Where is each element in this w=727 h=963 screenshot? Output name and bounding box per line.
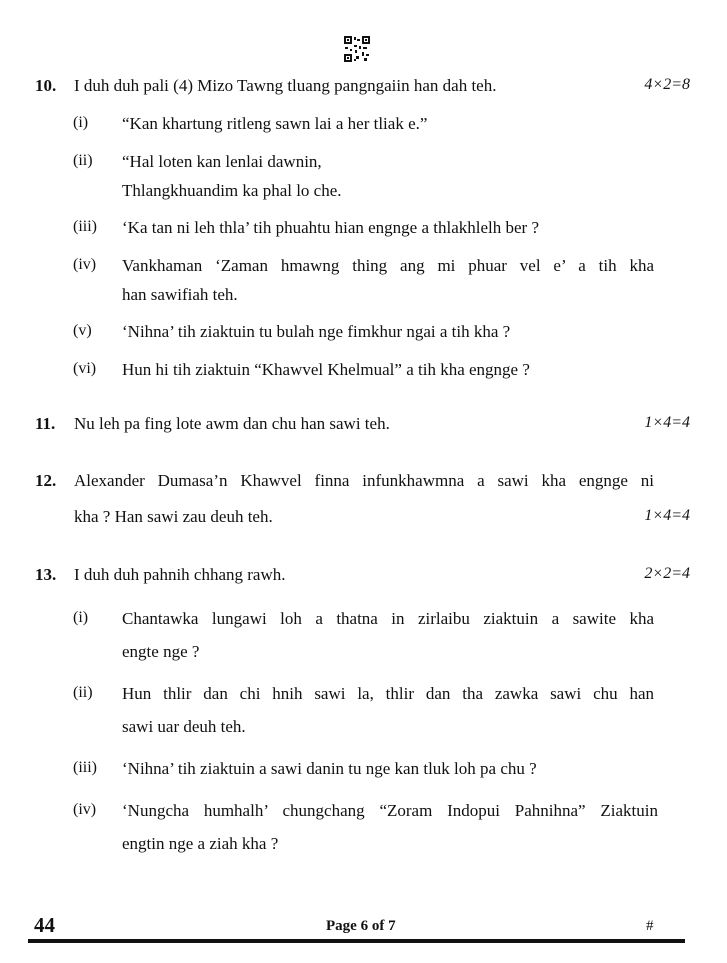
footer-rule [28,939,685,943]
q10-item-label: (ii) [73,152,93,169]
q10-item-text: Thlangkhuandim ka phal lo che. [122,181,342,200]
question-10-marks: 4×2=8 [644,76,690,93]
question-11-marks: 1×4=4 [644,414,690,431]
question-12-text: Alexander Dumasa’n Khawvel finna infunkhawmna a sawi kha engnge ni [74,471,654,490]
q10-item-text: Vankhaman ‘Zaman hmawng thing ang mi phuar vel e’ a tih kha [122,256,654,275]
q10-item-text: Hun hi tih ziaktuin “Khawvel Khelmual” a tih kha engnge ? [122,360,530,379]
question-10-number: 10. [35,76,57,95]
question-13-marks: 2×2=4 [644,565,690,582]
question-11-text: Nu leh pa fing lote awm dan chu han sawi teh. [74,414,390,433]
question-12-marks: 1×4=4 [644,507,690,524]
paper-code: 44 [34,913,55,937]
question-12-text: kha ? Han sawi zau deuh teh. [74,507,273,526]
q13-item-label: (iv) [73,801,97,818]
q13-item-text: sawi uar deuh teh. [122,717,246,736]
q13-item-label: (iii) [73,759,97,776]
q13-item-text: Hun thlir dan chi hnih sawi la, thlir dan tha zawka sawi chu han [122,684,654,703]
q13-item-text: Chantawka lungawi loh a thatna in zirlaibu ziaktuin a sawite kha [122,609,654,628]
footer-hash: # [646,918,654,934]
question-10-text: I duh duh pali (4) Mizo Tawng tluang pangngaiin han dah teh. [74,76,497,95]
q13-item-text: engtin nge a ziah kha ? [122,834,279,853]
question-13-text: I duh duh pahnih chhang rawh. [74,565,286,584]
q10-item-label: (vi) [73,360,97,377]
question-11-number: 11. [35,414,56,433]
q10-item-label: (iv) [73,256,97,273]
q10-item-text: ‘Ka tan ni leh thla’ tih phuahtu hian engnge a thlakhlelh ber ? [122,218,539,237]
q13-item-text: ‘Nungcha humhalh’ chungchang “Zoram Indopui Pahnihna” Ziaktuin [122,801,658,820]
q10-item-text: han sawifiah teh. [122,285,238,304]
page-number: Page 6 of 7 [326,918,396,934]
qr-code-icon [344,36,370,62]
q10-item-text: “Hal loten kan lenlai dawnin, [122,152,322,171]
q10-item-label: (v) [73,322,92,339]
q10-item-label: (iii) [73,218,97,235]
q10-item-label: (i) [73,114,89,131]
q10-item-text: “Kan khartung ritleng sawn lai a her tliak e.” [122,114,428,133]
q13-item-text: engte nge ? [122,642,200,661]
q13-item-label: (i) [73,609,89,626]
question-13-number: 13. [35,565,57,584]
q10-item-text: ‘Nihna’ tih ziaktuin tu bulah nge fimkhur ngai a tih kha ? [122,322,511,341]
q13-item-text: ‘Nihna’ tih ziaktuin a sawi danin tu nge kan tluk loh pa chu ? [122,759,537,778]
q13-item-label: (ii) [73,684,93,701]
question-12-number: 12. [35,471,57,490]
